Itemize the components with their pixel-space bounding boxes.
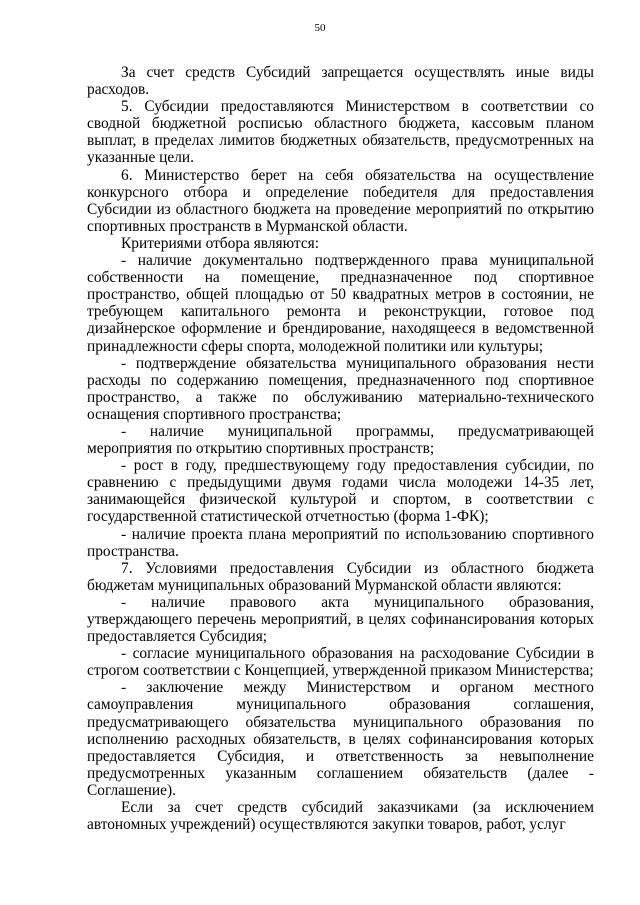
paragraph: Если за счет средств субсидий заказчиками (за исключением автономных учреждений) осуществляются закупки товаров, работ, услуг	[87, 799, 594, 834]
document-body	[87, 64, 594, 833]
paragraph: - рост в году, предшествующему году предоставления субсидии, по сравнению с предыдущими двумя годами числа молодежи 14-35 лет, занимающейся физической культурой и спортом, в соответствии с государственной статистической отчетностью (форма 1-ФК);	[87, 457, 594, 526]
paragraph: Критериями отбора являются:	[121, 234, 320, 252]
paragraph: - согласие муниципального образования на расходование Субсидии в строгом соответствии с Концепцией, утвержденной приказом Министерства;	[87, 645, 594, 680]
paragraph: 5. Субсидии предоставляются Министерством в соответствии со сводной бюджетной росписью областного бюджета, кассовым планом выплат, в пределах лимитов бюджетных обязательств, предусмотренных на указанные цели.	[87, 98, 594, 167]
page-number: 50	[314, 22, 326, 34]
paragraph: - наличие документально подтвержденного права муниципальной собственности на помещение, предназначенное под спортивное пространство, общей площадью от 50 квадратных метров в состоянии, не требующем капитального ремонта и реконструкции, готовое под дизайнерское оформление и брендирование, находящееся в ведомственной принадлежности сферы спорта, молодежной политики или культуры;	[87, 252, 594, 355]
paragraph: - заключение между Министерством и органом местного самоуправления муниципального образования соглашения, предусматривающего обязательства муниципального образования по исполнению расходных обязательств, в целях софинансирования которых предоставляется Субсидия, и ответственность за невыполнение предусмотренных указанным соглашением обязательств (далее - Соглашение).	[87, 679, 594, 799]
paragraph: 6. Министерство берет на себя обязательства на осуществление конкурсного отбора и определение победителя для предоставления Субсидии из областного бюджета на проведение мероприятий по открытию спортивных пространств в Мурманской области.	[87, 166, 594, 235]
paragraph: - наличие проекта плана мероприятий по использованию спортивного пространства.	[87, 525, 594, 560]
paragraph: - наличие правового акта муниципального образования, утверждающего перечень мероприятий, в целях софинансирования которых предоставляется Субсидия;	[87, 593, 594, 646]
paragraph: - подтверждение обязательства муниципального образования нести расходы по содержанию помещения, предназначенного под спортивное пространство, а также по обслуживанию материально-технического оснащения спортивного пространства;	[87, 354, 594, 423]
paragraph: 7. Условиями предоставления Субсидии из областного бюджета бюджетам муниципальных образований Мурманской области являются:	[87, 559, 594, 594]
paragraph: За счет средств Субсидий запрещается осуществлять иные виды расходов.	[87, 64, 594, 99]
paragraph: - наличие муниципальной программы, предусматривающей мероприятия по открытию спортивных пространств;	[87, 422, 594, 458]
